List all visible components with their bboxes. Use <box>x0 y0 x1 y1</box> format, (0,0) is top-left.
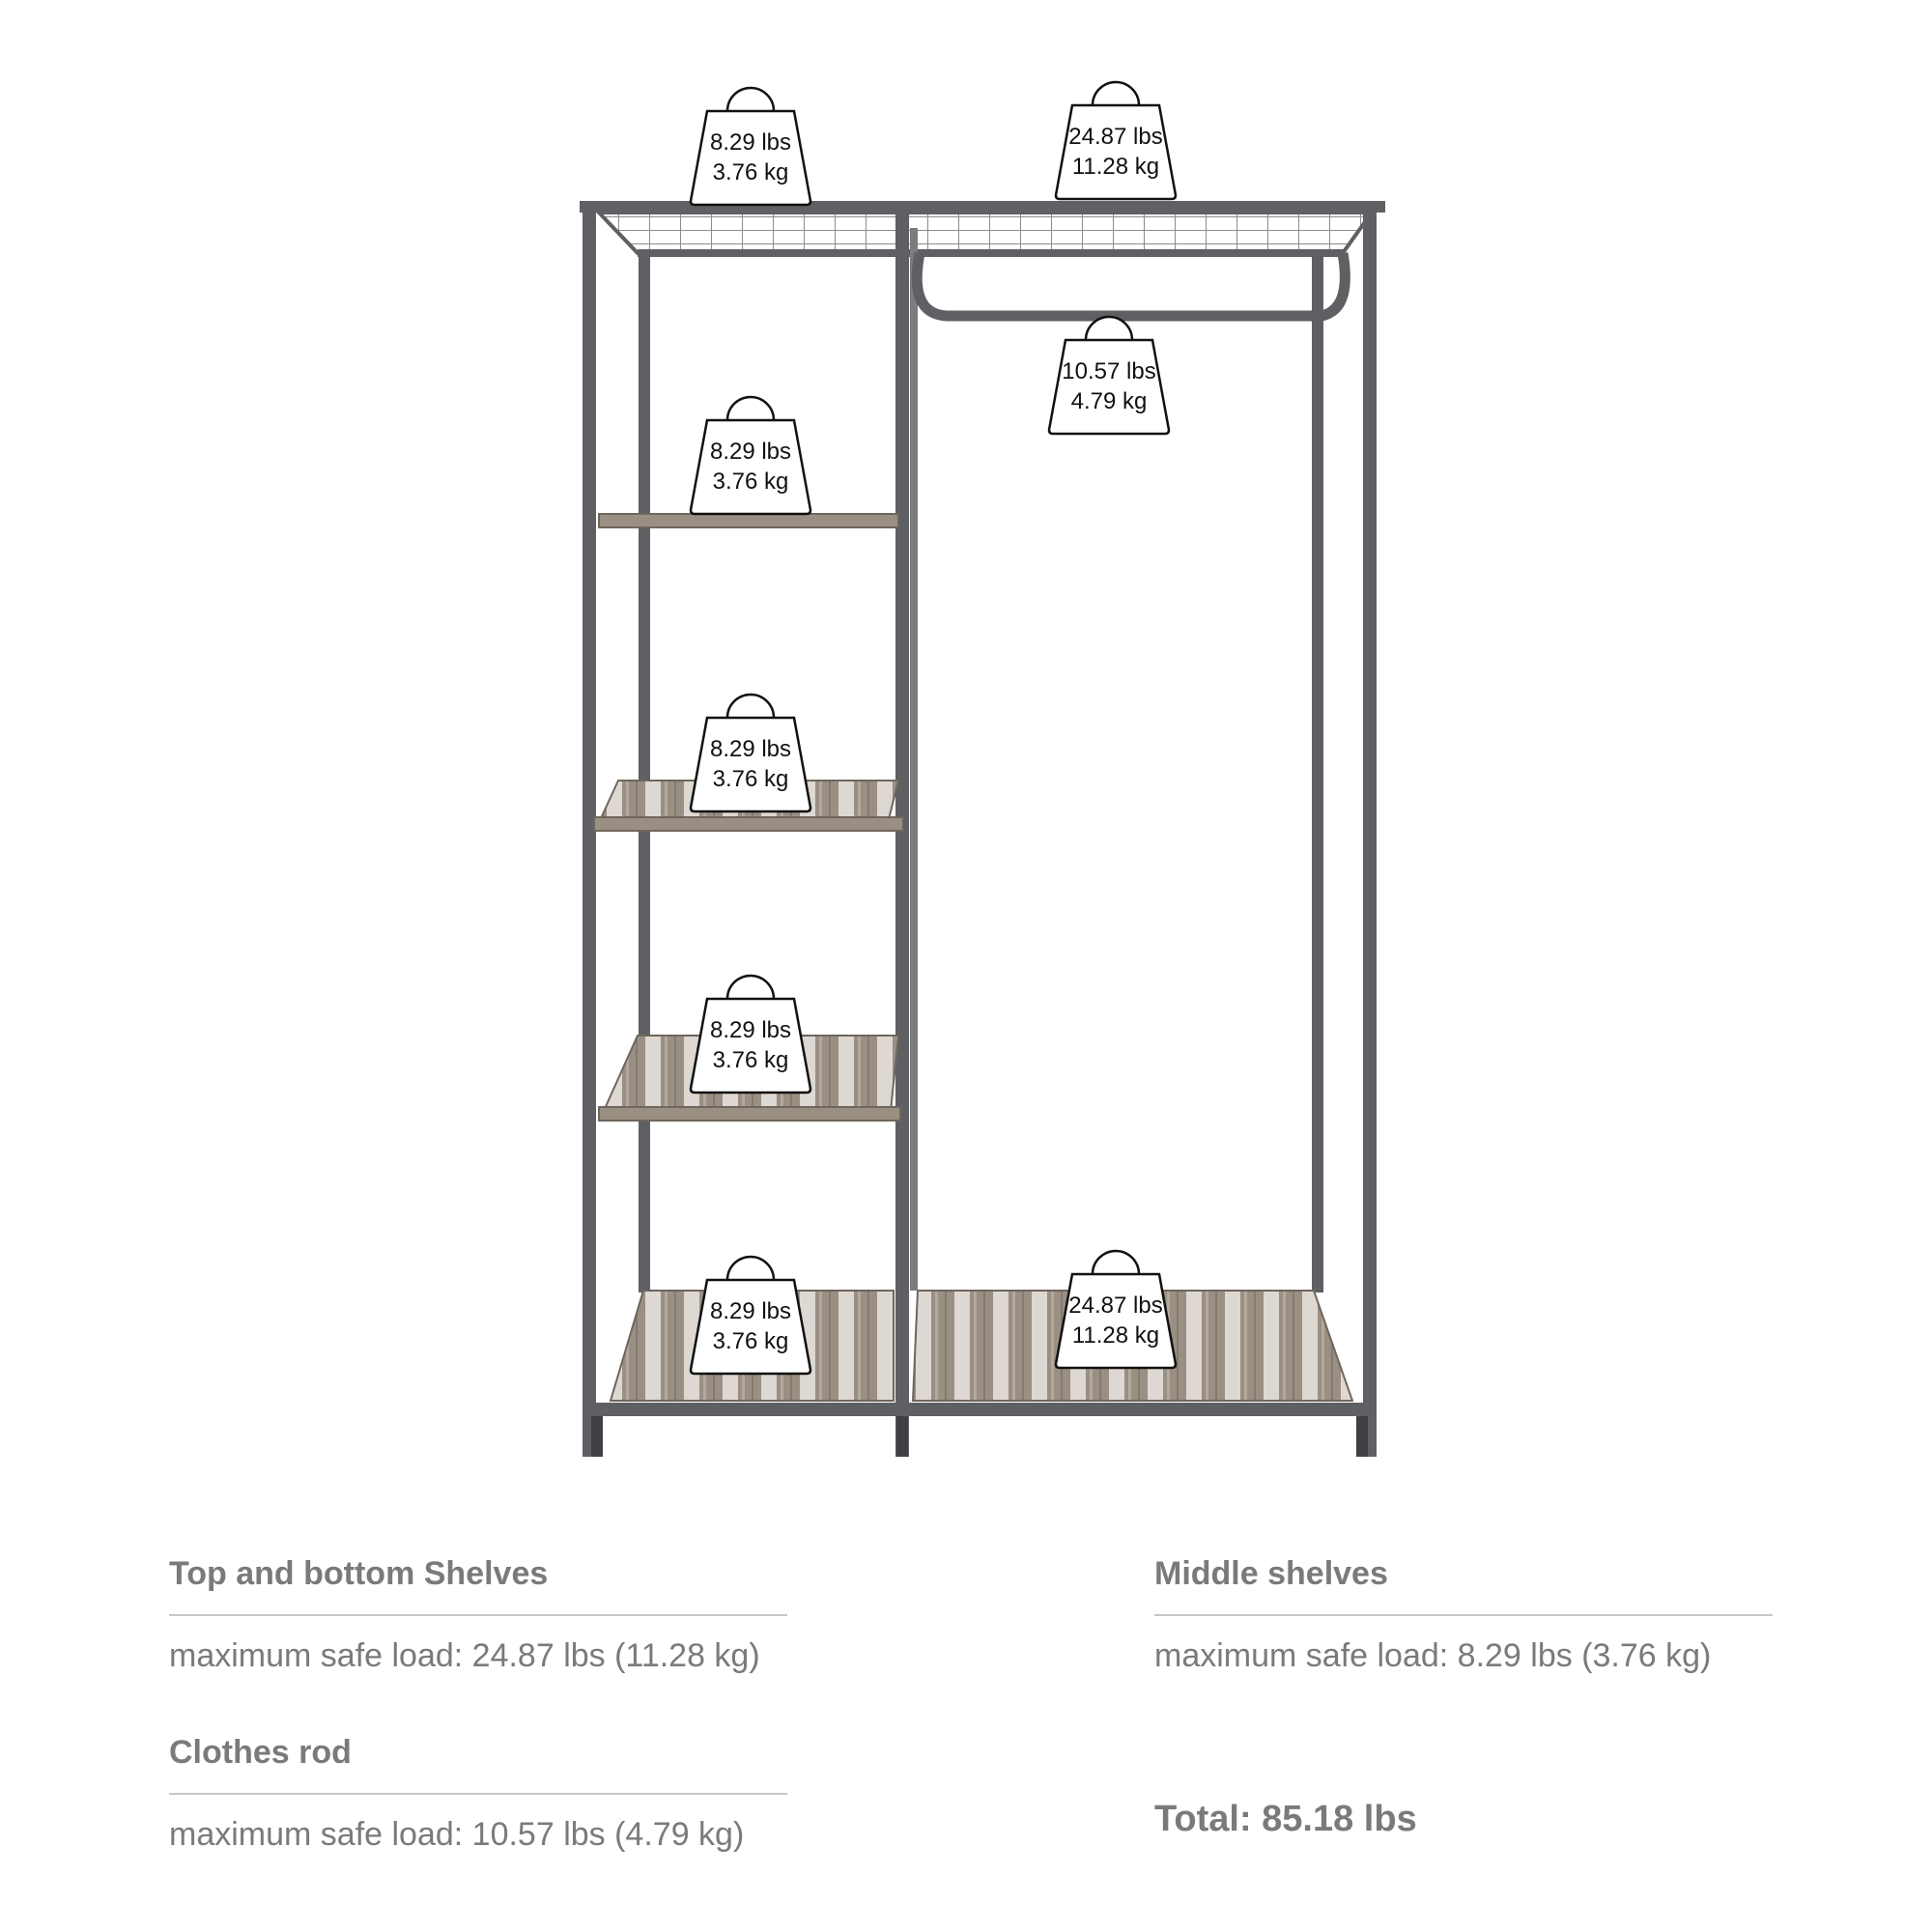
spec-middle-title: Middle shelves <box>1154 1555 1388 1592</box>
weight-kg-label: 3.76 kg <box>712 469 789 495</box>
weight-lbs-label: 8.29 lbs <box>709 1298 792 1324</box>
weight-lbs-label: 24.87 lbs <box>1068 1293 1163 1319</box>
divider <box>1154 1614 1773 1616</box>
weight-lbs-label: 10.57 lbs <box>1062 358 1156 384</box>
spec-rod-text: maximum safe load: 10.57 lbs (4.79 kg) <box>169 1816 745 1853</box>
weight-icon-bottom-left-shelf <box>691 1257 810 1374</box>
divider <box>169 1793 787 1795</box>
weight-kg-label: 3.76 kg <box>712 159 789 185</box>
weight-icon-middle-shelf-3 <box>691 976 810 1093</box>
weight-kg-label: 3.76 kg <box>712 766 789 792</box>
weight-lbs-label: 24.87 lbs <box>1068 124 1163 150</box>
weight-kg-label: 3.76 kg <box>712 1328 789 1354</box>
spec-top-bottom-text: maximum safe load: 24.87 lbs (11.28 kg) <box>169 1637 760 1674</box>
weight-lbs-label: 8.29 lbs <box>709 439 792 465</box>
spec-top-bottom-title: Top and bottom Shelves <box>169 1555 549 1592</box>
spec-middle-text: maximum safe load: 8.29 lbs (3.76 kg) <box>1154 1637 1712 1674</box>
middle-shelf-1-board <box>599 514 898 527</box>
spec-top-bottom <box>169 1555 787 1675</box>
weight-icon-top-left-shelf <box>691 88 810 205</box>
weight-lbs-label: 8.29 lbs <box>709 736 792 762</box>
weight-icon-top-right-shelf <box>1056 82 1176 199</box>
weight-kg-label: 11.28 kg <box>1071 1322 1160 1349</box>
clothes-rod <box>917 253 1345 316</box>
weight-kg-label: 3.76 kg <box>712 1047 789 1073</box>
top-wire-shelf <box>580 201 1385 257</box>
weight-icon-middle-shelf-2 <box>691 695 810 811</box>
weight-icon-clothes-rod <box>1049 317 1169 434</box>
spec-middle <box>1154 1555 1773 1675</box>
weight-kg-label: 4.79 kg <box>1070 388 1148 414</box>
weight-lbs-label: 8.29 lbs <box>709 129 792 156</box>
divider <box>169 1614 787 1616</box>
spec-rod-title: Clothes rod <box>169 1734 352 1771</box>
weight-kg-label: 11.28 kg <box>1071 154 1160 180</box>
weight-lbs-label: 8.29 lbs <box>709 1017 792 1043</box>
weight-icon-middle-shelf-1 <box>691 397 810 514</box>
spec-clothes-rod <box>169 1734 787 1854</box>
weight-icon-bottom-right-shelf <box>1056 1251 1176 1368</box>
total-load: Total: 85.18 lbs <box>1154 1799 1417 1839</box>
